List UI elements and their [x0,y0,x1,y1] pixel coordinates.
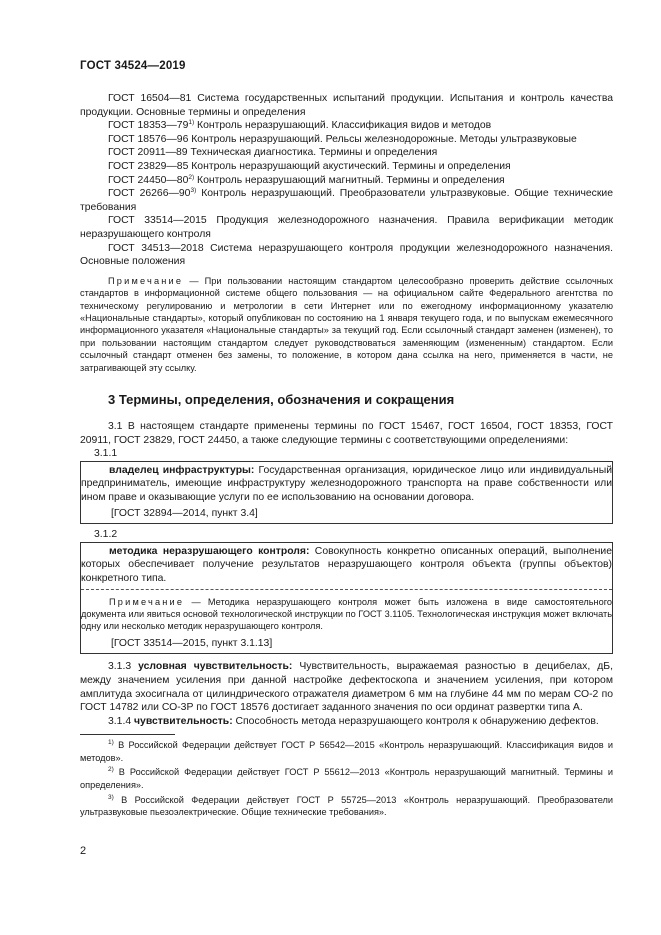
term-name: владелец инфраструктуры: [109,464,255,476]
page-content [80,92,613,821]
footnote: $^{2)}$ В Российской Федерации действует ГОСТ Р 55612—2013 «Контроль неразрушающий магнитный. Термины и определения». [80,766,613,791]
ref-item: ГОСТ 18353—79$^{1)}$ Контроль неразрушающий. Классификация видов и методов [108,119,492,132]
paragraph-3-1: 3.1 В настоящем стандарте применены термины по ГОСТ 15467, ГОСТ 16504, ГОСТ 18353, ГОСТ 20911, ГОСТ 23829, ГОСТ 24450, а также следующие термины с соответствующими определениями: [80,420,613,446]
ref-item: ГОСТ 20911—89 Техническая диагностика. Термины и определения [108,147,438,159]
footnote-divider [80,734,175,735]
term-3-1-4: 3.1.4 чувствительность: Способность метода неразрушающего контроля к обнаружению дефектов. [108,715,599,727]
ref-item: ГОСТ 23829—85 Контроль неразрушающий акустический. Термины и определения [108,160,511,172]
term-note: Примечание — Методика неразрушающего контроля может быть изложена в виде самостоятельного документа или явиться основой технологической инструкции по ГОСТ 3.1105. Технологическая инструкция может включать одну или несколько методик неразрушающего контроля. [81,596,612,632]
term-3-1-3: 3.1.3 условная чувствительность: Чувствительность, выражаемая разностью в децибелах, дБ, между значением усиления при данной настройке дефектоскопа и значением усиления, при котором амплитуда эхосигнала от цилиндрического отражателя диаметром 6 мм на глубине 44 мм по мерам СО-2 по ГОСТ 14782 или СО-3Р по ГОСТ 18576 достигает заданного значения по оси ординат развертки типа А. [80,661,613,714]
term-definition: методика неразрушающего контроля: Совокупность конкретно описанных операций, выполнение которых обеспечивает получение результатов неразрушающего контроля объекта (группы объектов) конкретного типа. [81,545,612,584]
term-box-3-1-1 [80,461,613,524]
footnote: $^{1)}$ В Российской Федерации действует ГОСТ Р 56542—2015 «Контроль неразрушающий. Классификация видов и методов». [80,739,613,763]
term-source: [ГОСТ 32894—2014, пункт 3.4] [111,507,258,519]
footnote: $^{3)}$ В Российской Федерации действует ГОСТ Р 55725—2013 «Контроль неразрушающий. Преобразователи ультразвуковые пьезоэлектрические. Общие технические требования». [80,793,613,818]
page-header: ГОСТ 34524—2019 [80,60,186,72]
term-name: методика неразрушающего контроля: [109,545,310,557]
term-box-3-1-2 [80,542,613,655]
section-title: 3 Термины, определения, обозначения и сокращения [108,391,455,407]
ref-item: ГОСТ 34513—2018 Система неразрушающего контроля продукции железнодорожного назначения. Основные положения [80,242,613,268]
note-references: Примечание — При пользовании настоящим стандартом целесообразно проверить действие ссылочных стандартов в информационной системе общего пользования — на официальном сайте Федерального агентства по техническому регулированию и метрологии в сети Интернет или по ежегодному информационному указателю «Национальные стандарты», который опубликован по состоянию на 1 января текущего года, и по выпускам ежемесячного информационного указателя «Национальные стандарты» за текущий год. Если ссылочный стандарт заменен (изменен), то при пользовании настоящим стандартом следует руководствоваться заменяющим (измененным) стандартом. Если ссылочный стандарт отменен без замены, то положение, в котором дана ссылка на него, применяется в части, не затрагивающей эту ссылку. [80,275,613,373]
term-number: 3.1.2 [94,529,118,541]
term-number: 3.1.1 [94,448,118,460]
ref-item: ГОСТ 24450—80$^{2)}$ Контроль неразрушающий магнитный. Термины и определения [108,173,505,186]
ref-item: ГОСТ 26266—90$^{3)}$ Контроль неразрушающий. Преобразователи ультразвуковые. Общие технические требования [80,187,614,213]
term-source: [ГОСТ 33514—2015, пункт 3.1.13] [111,637,273,649]
ref-item: ГОСТ 33514—2015 Продукция железнодорожного назначения. Правила верификации методик неразрушающего контроля [80,215,613,240]
term-definition: владелец инфраструктуры: Государственная организация, юридическое лицо или индивидуальный предприниматель, имеющие инфраструктуру железнодорожного транспорта на праве собственности или ином праве и оказывающие услуги по ее использованию на основании договора. [81,464,612,503]
page-number: 2 [80,845,87,857]
ref-item: ГОСТ 18576—96 Контроль неразрушающий. Рельсы железнодорожные. Методы ультразвуковые [108,133,577,145]
ref-item: ГОСТ 16504—81 Система государственных испытаний продукции. Испытания и контроль качества продукции. Основные термины и определения [80,93,613,118]
